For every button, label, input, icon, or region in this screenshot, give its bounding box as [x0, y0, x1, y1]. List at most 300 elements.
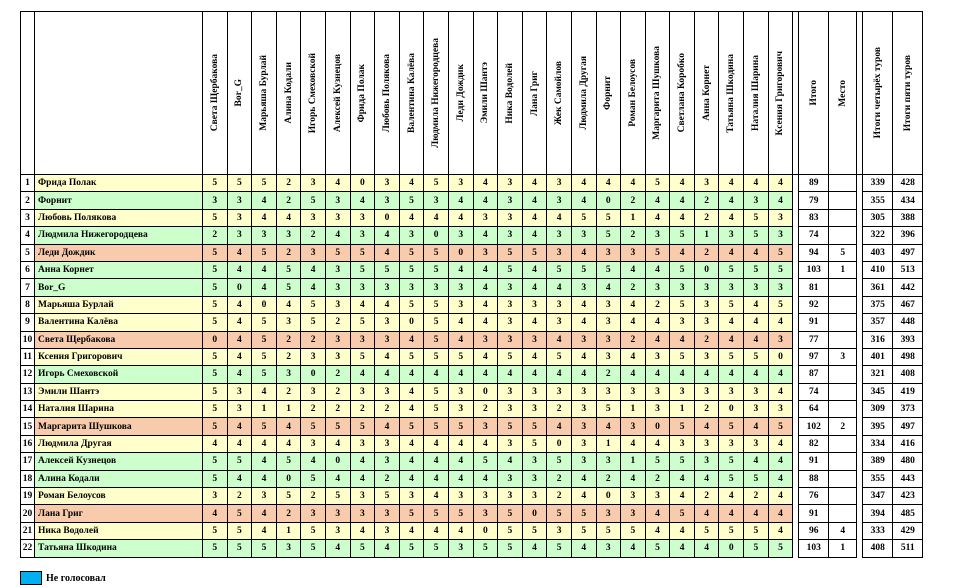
table-row [21, 418, 923, 435]
score-cell: 5 [596, 401, 621, 418]
four-tours-cell: 394 [863, 505, 893, 522]
score-cell: 5 [252, 244, 277, 261]
score-cell: 5 [203, 209, 228, 226]
score-cell: 0 [719, 401, 744, 418]
place-cell [829, 296, 857, 313]
score-cell: 3 [498, 383, 523, 400]
score-cell: 4 [276, 296, 301, 313]
score-cell: 3 [375, 279, 400, 296]
score-cell: 5 [350, 261, 375, 278]
score-cell: 0 [350, 175, 375, 192]
five-tours-cell: 448 [893, 314, 923, 331]
score-cell: 4 [694, 540, 719, 557]
score-cell: 1 [621, 209, 646, 226]
participant-name: Ксения Григорович [35, 348, 203, 365]
score-cell: 5 [424, 505, 449, 522]
score-cell: 5 [203, 453, 228, 470]
score-cell: 2 [325, 366, 350, 383]
score-cell: 5 [448, 348, 473, 365]
participant-name: Алексей Кузнецов [35, 453, 203, 470]
header-voter-18-label: Маргарита Шушкова [652, 46, 663, 140]
header-voter-4 [301, 12, 326, 175]
score-cell: 4 [399, 209, 424, 226]
score-cell: 4 [399, 522, 424, 539]
score-cell: 4 [744, 296, 769, 313]
score-cell: 4 [252, 261, 277, 278]
score-cell: 5 [621, 522, 646, 539]
score-cell: 5 [301, 522, 326, 539]
score-cell: 0 [473, 383, 498, 400]
score-cell: 3 [301, 244, 326, 261]
score-cell: 4 [325, 435, 350, 452]
score-cell: 2 [645, 296, 670, 313]
five-tours-cell: 467 [893, 296, 923, 313]
score-cell: 5 [350, 314, 375, 331]
score-cell: 5 [203, 296, 228, 313]
score-cell: 4 [325, 540, 350, 557]
score-cell: 5 [227, 540, 252, 557]
place-cell [829, 435, 857, 452]
score-cell: 5 [571, 522, 596, 539]
score-cell: 4 [744, 331, 769, 348]
score-cell: 4 [596, 279, 621, 296]
score-cell: 4 [448, 453, 473, 470]
score-cell: 2 [621, 192, 646, 209]
table-row [21, 261, 923, 278]
row-number: 20 [21, 505, 35, 522]
participant-name: Маргарита Шушкова [35, 418, 203, 435]
score-cell: 2 [547, 470, 572, 487]
table-row [21, 366, 923, 383]
score-cell: 1 [670, 401, 695, 418]
score-cell: 1 [621, 453, 646, 470]
score-cell: 3 [227, 192, 252, 209]
score-cell: 5 [719, 453, 744, 470]
score-cell: 4 [744, 505, 769, 522]
score-cell: 4 [670, 522, 695, 539]
score-cell: 4 [694, 470, 719, 487]
score-cell: 3 [670, 435, 695, 452]
score-cell: 3 [621, 488, 646, 505]
score-cell: 5 [424, 383, 449, 400]
score-cell: 3 [325, 209, 350, 226]
score-cell: 4 [621, 348, 646, 365]
score-cell: 4 [252, 279, 277, 296]
score-cell: 3 [547, 227, 572, 244]
score-cell: 4 [621, 175, 646, 192]
place-cell [829, 453, 857, 470]
header-voter-0 [203, 12, 228, 175]
score-cell: 5 [203, 470, 228, 487]
header-voter-6 [350, 12, 375, 175]
row-number: 14 [21, 401, 35, 418]
row-number: 22 [21, 540, 35, 557]
score-cell: 3 [375, 331, 400, 348]
score-cell: 5 [276, 453, 301, 470]
score-cell: 4 [301, 261, 326, 278]
score-cell: 4 [522, 175, 547, 192]
header-voter-16-label: Форнит [603, 76, 614, 110]
score-cell: 5 [301, 296, 326, 313]
score-cell: 4 [227, 470, 252, 487]
four-tours-cell: 357 [863, 314, 893, 331]
score-cell: 3 [744, 383, 769, 400]
score-cell: 4 [473, 435, 498, 452]
score-cell: 5 [203, 540, 228, 557]
place-cell [829, 383, 857, 400]
score-cell: 2 [301, 488, 326, 505]
score-cell: 4 [399, 470, 424, 487]
score-cell: 1 [596, 435, 621, 452]
score-cell: 5 [227, 505, 252, 522]
score-cell: 5 [399, 296, 424, 313]
score-cell: 5 [571, 209, 596, 226]
score-cell: 2 [276, 505, 301, 522]
score-cell: 4 [768, 505, 793, 522]
participant-name: Татьяна Шкодина [35, 540, 203, 557]
score-cell: 5 [301, 540, 326, 557]
place-cell: 2 [829, 418, 857, 435]
score-cell: 4 [252, 209, 277, 226]
total-cell: 82 [799, 435, 829, 452]
header-voter-2 [252, 12, 277, 175]
score-cell: 3 [571, 435, 596, 452]
table-row [21, 175, 923, 192]
score-cell: 4 [645, 331, 670, 348]
header-place [829, 12, 857, 175]
score-cell: 4 [473, 175, 498, 192]
score-cell: 4 [694, 366, 719, 383]
score-cell: 5 [596, 227, 621, 244]
score-cell: 4 [621, 470, 646, 487]
score-cell: 3 [571, 279, 596, 296]
score-cell: 2 [375, 401, 400, 418]
score-cell: 4 [571, 314, 596, 331]
row-number: 2 [21, 192, 35, 209]
score-cell: 3 [694, 296, 719, 313]
score-cell: 4 [227, 296, 252, 313]
score-cell: 3 [522, 453, 547, 470]
score-cell: 2 [276, 192, 301, 209]
score-cell: 3 [276, 314, 301, 331]
score-cell: 3 [498, 175, 523, 192]
score-cell: 3 [473, 331, 498, 348]
score-cell: 5 [301, 314, 326, 331]
score-cell: 5 [473, 540, 498, 557]
five-tours-cell: 498 [893, 348, 923, 365]
five-tours-cell: 443 [893, 470, 923, 487]
five-tours-cell: 393 [893, 331, 923, 348]
score-cell: 4 [522, 192, 547, 209]
four-tours-cell: 305 [863, 209, 893, 226]
score-cell: 4 [424, 435, 449, 452]
score-cell: 2 [227, 488, 252, 505]
score-cell: 4 [768, 488, 793, 505]
score-cell: 3 [276, 540, 301, 557]
participant-name: Леди Дождик [35, 244, 203, 261]
header-place-label: Место [837, 79, 848, 107]
score-cell: 3 [522, 488, 547, 505]
score-cell: 5 [547, 261, 572, 278]
score-cell: 5 [645, 244, 670, 261]
score-cell: 2 [325, 401, 350, 418]
score-cell: 4 [645, 209, 670, 226]
score-cell: 4 [670, 209, 695, 226]
header-voter-7 [375, 12, 400, 175]
total-cell: 97 [799, 348, 829, 365]
place-cell [829, 227, 857, 244]
row-number: 4 [21, 227, 35, 244]
score-cell: 5 [252, 331, 277, 348]
score-cell: 3 [719, 279, 744, 296]
header-voter-5-label: Алексей Кузнецов [332, 53, 343, 133]
score-cell: 4 [498, 366, 523, 383]
score-cell: 5 [424, 314, 449, 331]
score-cell: 5 [350, 418, 375, 435]
score-cell: 5 [203, 314, 228, 331]
score-cell: 4 [325, 470, 350, 487]
table-row [21, 540, 923, 557]
total-cell: 79 [799, 192, 829, 209]
score-cell: 4 [350, 522, 375, 539]
score-cell: 4 [571, 192, 596, 209]
score-cell: 4 [670, 540, 695, 557]
total-cell: 92 [799, 296, 829, 313]
score-cell: 4 [645, 435, 670, 452]
score-cell: 5 [744, 348, 769, 365]
score-cell: 4 [448, 522, 473, 539]
score-cell: 3 [448, 383, 473, 400]
score-cell: 5 [547, 505, 572, 522]
score-cell: 5 [744, 261, 769, 278]
score-cell: 5 [768, 418, 793, 435]
score-cell: 5 [498, 244, 523, 261]
score-cell: 2 [694, 192, 719, 209]
score-cell: 3 [325, 279, 350, 296]
total-cell: 76 [799, 488, 829, 505]
row-number: 9 [21, 314, 35, 331]
score-cell: 2 [276, 244, 301, 261]
score-cell: 4 [522, 261, 547, 278]
score-cell: 4 [744, 418, 769, 435]
participant-name: Лана Григ [35, 505, 203, 522]
score-cell: 3 [448, 488, 473, 505]
header-voter-13 [522, 12, 547, 175]
score-cell: 3 [571, 383, 596, 400]
score-cell: 4 [473, 366, 498, 383]
four-tours-cell: 403 [863, 244, 893, 261]
score-cell: 4 [645, 522, 670, 539]
five-tours-cell: 442 [893, 279, 923, 296]
score-cell: 1 [276, 401, 301, 418]
header-voter-14 [547, 12, 572, 175]
score-cell: 3 [375, 435, 400, 452]
score-cell: 3 [276, 227, 301, 244]
score-cell: 4 [571, 244, 596, 261]
header-voter-7-label: Любовь Полякова [381, 53, 392, 133]
header-voter-5 [325, 12, 350, 175]
score-cell: 4 [744, 366, 769, 383]
score-cell: 5 [596, 522, 621, 539]
score-cell: 4 [473, 279, 498, 296]
score-cell: 5 [375, 488, 400, 505]
score-cell: 2 [276, 348, 301, 365]
participant-name: Ника Водолей [35, 522, 203, 539]
five-tours-cell: 513 [893, 261, 923, 278]
score-cell: 5 [670, 418, 695, 435]
score-cell: 5 [670, 227, 695, 244]
place-cell [829, 470, 857, 487]
score-cell: 5 [498, 261, 523, 278]
header-voter-17 [621, 12, 646, 175]
five-tours-cell: 497 [893, 244, 923, 261]
score-cell: 5 [252, 348, 277, 365]
four-tours-cell: 355 [863, 192, 893, 209]
score-cell: 4 [694, 505, 719, 522]
header-five-tours [893, 12, 923, 175]
score-cell: 4 [719, 175, 744, 192]
score-cell: 5 [522, 244, 547, 261]
score-cell: 2 [694, 244, 719, 261]
score-cell: 4 [399, 453, 424, 470]
score-cell: 4 [571, 488, 596, 505]
score-cell: 4 [227, 261, 252, 278]
header-voter-12 [498, 12, 523, 175]
score-cell: 4 [719, 192, 744, 209]
score-cell: 4 [522, 279, 547, 296]
header-row [21, 12, 923, 175]
score-cell: 5 [571, 261, 596, 278]
score-cell: 4 [399, 401, 424, 418]
score-cell: 5 [375, 261, 400, 278]
score-cell: 5 [719, 296, 744, 313]
table-row [21, 488, 923, 505]
score-cell: 5 [399, 192, 424, 209]
score-cell: 4 [203, 435, 228, 452]
score-cell: 5 [203, 383, 228, 400]
score-cell: 4 [227, 435, 252, 452]
score-cell: 3 [522, 296, 547, 313]
table-row [21, 331, 923, 348]
score-cell: 4 [424, 522, 449, 539]
score-cell: 3 [473, 505, 498, 522]
score-cell: 0 [768, 348, 793, 365]
score-cell: 4 [448, 470, 473, 487]
score-cell: 5 [325, 488, 350, 505]
score-cell: 3 [547, 383, 572, 400]
four-tours-cell: 408 [863, 540, 893, 557]
header-voter-19 [670, 12, 695, 175]
score-cell: 3 [596, 505, 621, 522]
score-cell: 3 [350, 488, 375, 505]
score-cell: 0 [473, 522, 498, 539]
score-cell: 4 [350, 366, 375, 383]
score-cell: 3 [448, 401, 473, 418]
score-cell: 3 [571, 331, 596, 348]
four-tours-cell: 345 [863, 383, 893, 400]
score-cell: 4 [424, 209, 449, 226]
header-voter-16 [596, 12, 621, 175]
participant-name: Наталия Шарина [35, 401, 203, 418]
header-voter-20-label: Анна Корнет [701, 65, 712, 121]
score-cell: 5 [424, 540, 449, 557]
score-cell: 5 [645, 540, 670, 557]
score-cell: 2 [694, 401, 719, 418]
table-row [21, 470, 923, 487]
score-cell: 3 [719, 383, 744, 400]
score-cell: 1 [621, 401, 646, 418]
header-voter-0-label: Света Щербакова [209, 54, 220, 132]
score-cell: 3 [719, 227, 744, 244]
four-tours-cell: 395 [863, 418, 893, 435]
score-cell: 3 [645, 348, 670, 365]
score-cell: 3 [744, 435, 769, 452]
score-cell: 5 [768, 540, 793, 557]
score-cell: 4 [448, 331, 473, 348]
score-cell: 3 [498, 296, 523, 313]
score-cell: 5 [596, 261, 621, 278]
score-cell: 4 [350, 296, 375, 313]
score-cell: 4 [547, 279, 572, 296]
score-cell: 4 [670, 488, 695, 505]
score-cell: 4 [473, 470, 498, 487]
table-row [21, 522, 923, 539]
header-voter-6-label: Фрида Полак [357, 63, 368, 123]
four-tours-cell: 309 [863, 401, 893, 418]
score-cell: 3 [375, 522, 400, 539]
score-cell: 5 [694, 522, 719, 539]
score-cell: 5 [399, 261, 424, 278]
table-row [21, 314, 923, 331]
score-cell: 3 [719, 435, 744, 452]
score-cell: 4 [473, 348, 498, 365]
score-cell: 5 [227, 522, 252, 539]
header-voter-17-label: Роман Белоусов [627, 59, 638, 127]
score-cell: 5 [252, 314, 277, 331]
score-cell: 5 [276, 261, 301, 278]
score-cell: 5 [719, 522, 744, 539]
score-cell: 0 [448, 244, 473, 261]
score-cell: 3 [498, 331, 523, 348]
score-cell: 4 [375, 348, 400, 365]
score-cell: 5 [719, 261, 744, 278]
score-cell: 4 [744, 244, 769, 261]
score-cell: 3 [325, 192, 350, 209]
score-cell: 3 [670, 314, 695, 331]
place-cell [829, 366, 857, 383]
score-cell: 4 [719, 244, 744, 261]
score-cell: 4 [621, 314, 646, 331]
score-cell: 5 [498, 348, 523, 365]
row-number: 21 [21, 522, 35, 539]
header-voter-21-label: Татьяна Шкодина [726, 53, 737, 133]
table-row [21, 348, 923, 365]
score-cell: 2 [596, 366, 621, 383]
score-cell: 4 [621, 540, 646, 557]
score-cell: 5 [424, 175, 449, 192]
score-cell: 4 [719, 314, 744, 331]
score-cell: 3 [645, 279, 670, 296]
score-cell: 5 [744, 470, 769, 487]
score-cell: 5 [252, 366, 277, 383]
score-cell: 5 [547, 348, 572, 365]
score-cell: 5 [203, 348, 228, 365]
row-number: 10 [21, 331, 35, 348]
place-cell [829, 314, 857, 331]
participant-name: Валентина Калёва [35, 314, 203, 331]
score-cell: 5 [350, 348, 375, 365]
score-cell: 5 [325, 244, 350, 261]
